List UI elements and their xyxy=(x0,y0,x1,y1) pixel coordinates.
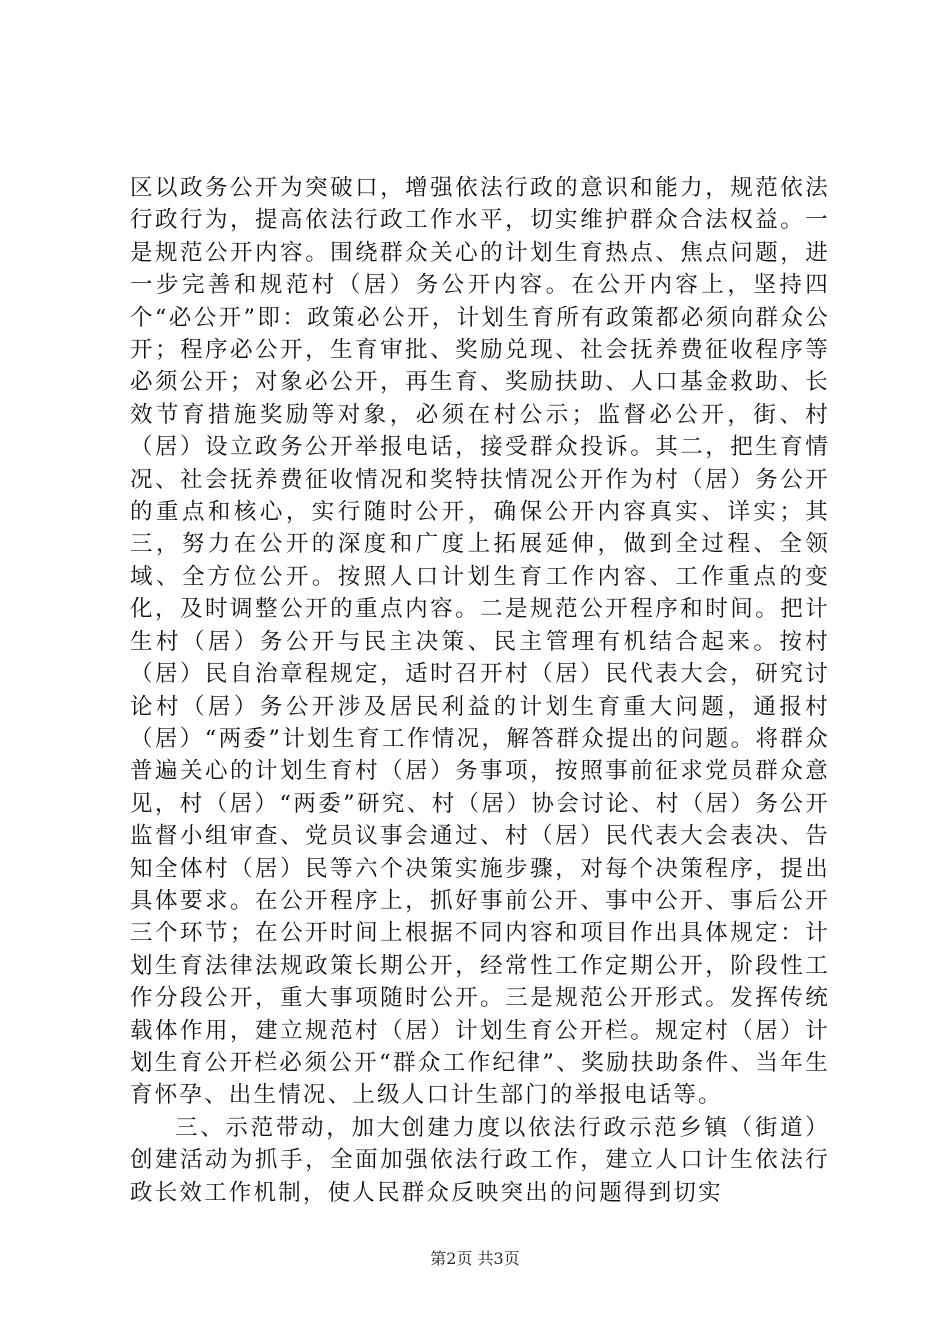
paragraph-1: 区以政务公开为突破口，增强依法行政的意识和能力，规范依法行政行为，提高依法行政工作水平，切实维护群众合法权益。一是规范公开内容。围绕群众关心的计划生育热点、焦点问题，进一步完善和规范村（居）务公开内容。在公开内容上，坚持四个“必公开”即：政策必公开，计划生育所有政策都必须向群众公开；程序必公开，生育审批、奖励兑现、社会抚养费征收程序等必须公开；对象必公开，再生育、奖励扶助、人口基金救助、长效节育措施奖励等对象，必须在村公示；监督必公开，街、村（居）设立政务公开举报电话，接受群众投诉。其二，把生育情况、社会抚养费征收情况和奖特扶情况公开作为村（居）务公开的重点和核心，实行随时公开，确保公开内容真实、详实；其三，努力在公开的深度和广度上拓展延伸，做到全过程、全领域、全方位公开。按照人口计划生育工作内容、工作重点的变化，及时调整公开的重点内容。二是规范公开程序和时间。把计生村（居）务公开与民主决策、民主管理有机结合起来。按村（居）民自治章程规定，适时召开村（居）民代表大会，研究讨论村（居）务公开涉及居民利益的计划生育重大问题，通报村（居）“两委”计划生育工作情况，解答群众提出的问题。将群众普遍关心的计划生育村（居）务事项，按照事前征求党员群众意见，村（居）“两委”研究、村（居）协会讨论、村（居）务公开监督小组审查、党员议事会通过、村（居）民代表大会表决、告知全体村（居）民等六个决策实施步骤，对每个决策程序，提出具体要求。在公开程序上，抓好事前公开、事中公开、事后公开三个环节；在公开时间上根据不同内容和项目作出具体规定：计划生育法律法规政策长期公开，经常性工作定期公开，阶段性工作分段公开，重大事项随时公开。三是规范公开形式。发挥传统载体作用，建立规范村（居）计划生育公开栏。规定村（居）计划生育公开栏必须公开“群众工作纪律”、奖励扶助条件、当年生育怀孕、出生情况、上级人口计生部门的举报电话等。 xyxy=(130,175,830,1109)
document-body xyxy=(130,172,830,1209)
page-number-footer: 第2页 共3页 xyxy=(430,1249,520,1268)
paragraph-2: 三、示范带动，加大创建力度以依法行政示范乡镇（街道）创建活动为抓手，全面加强依法行政工作，建立人口计生依法行政长效工作机制，使人民群众反映突出的问题得到切实 xyxy=(130,1114,830,1206)
